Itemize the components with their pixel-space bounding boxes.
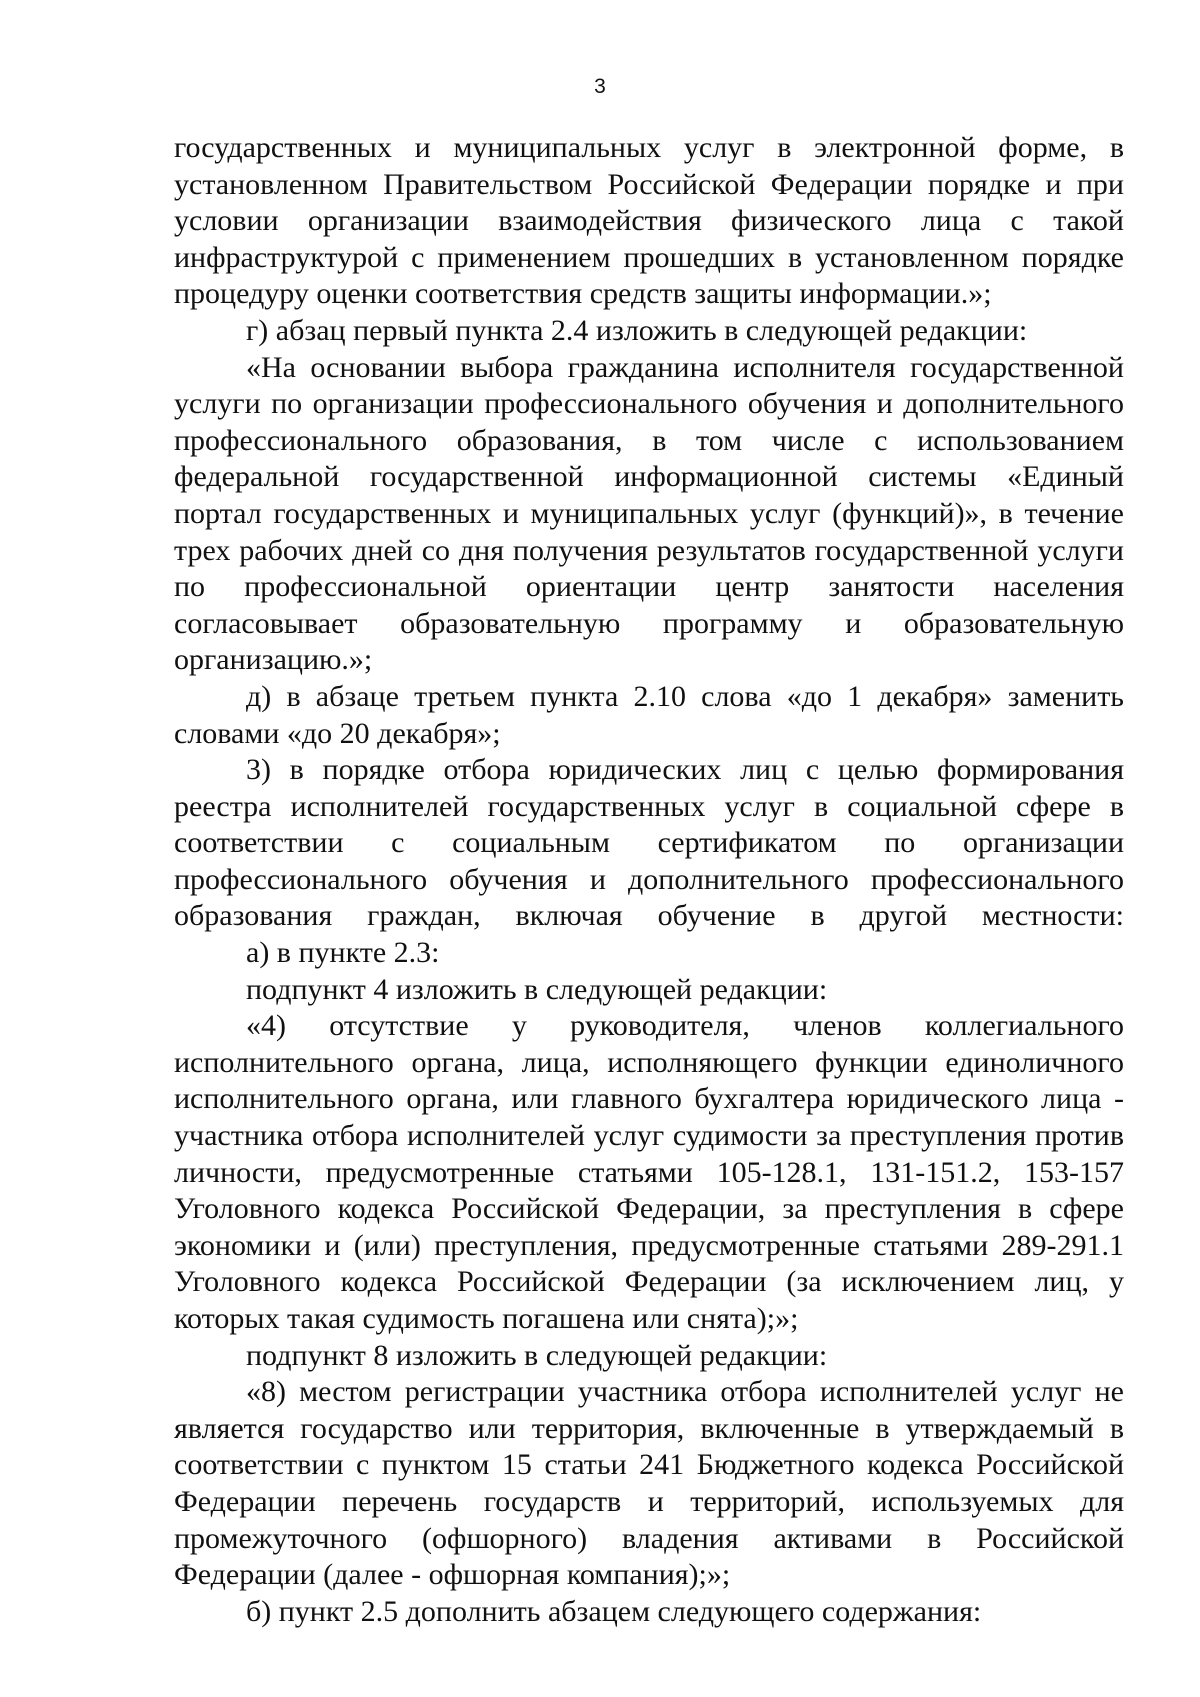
- paragraph-quoted-subitem-4: «4) отсутствие у руководителя, членов коллегиального исполнительного органа, лица, исполняющего функции единоличного исполнительного органа, или главного бухгалтера юридического лица - участника отбора исполнителей услуг судимости за преступления против личности, предусмотренные статьями 105-128.1, 131-151.2, 153-157 Уголовного кодекса Российской Федерации, за преступления в сфере экономики и (или) преступления, предусмотренные статьями 289-291.1 Уголовного кодекса Российской Федерации (за исключением лиц, у которых такая судимость погашена или снята);»;: [174, 1009, 1124, 1335]
- paragraph-quoted-subitem-8: «8) местом регистрации участника отбора исполнителей услуг не является государство или территория, включенные в утверждаемый в соответствии с пунктом 15 статьи 241 Бюджетного кодекса Российской Федерации перечень государств и территорий, используемых для промежуточного (офшорного) владения активами в Российской Федерации (далее - офшорная компания);»;: [174, 1375, 1124, 1592]
- paragraph-subitem-4-intro: подпункт 4 изложить в следующей редакции:: [246, 972, 828, 1006]
- paragraph-item-a: а) в пункте 2.3:: [246, 936, 440, 970]
- paragraph-subitem-8-intro: подпункт 8 изложить в следующей редакции:: [246, 1338, 828, 1372]
- page-number: 3: [594, 75, 606, 98]
- paragraph-item-3: 3) в порядке отбора юридических лиц с целью формирования реестра исполнителей государственных услуг в социальной сфере в соответствии с социальным сертификатом по организации профессионального обучения и дополнительного профессионального образования граждан, включая обучение в другой местности:: [174, 753, 1124, 933]
- paragraph-item-b: б) пункт 2.5 дополнить абзацем следующего содержания:: [246, 1594, 982, 1628]
- paragraph-item-d: д) в абзаце третьем пункта 2.10 слова «до 1 декабря» заменить словами «до 20 декабря»;: [174, 679, 1124, 750]
- paragraph-quoted-item-g: «На основании выбора гражданина исполнителя государственной услуги по организации профессионального обучения и дополнительного профессионального образования, в том числе с использованием федеральной государственной информационной системы «Единый портал государственных и муниципальных услуг (функций)», в течение трех рабочих дней со дня получения результатов государственной услуги по профессиональной ориентации центр занятости населения согласовывает образовательную программу и образовательную организацию.»;: [174, 350, 1124, 677]
- paragraph-item-g: г) абзац первый пункта 2.4 изложить в следующей редакции:: [246, 313, 1028, 347]
- document-body: [174, 130, 1124, 1630]
- paragraph-continuation: государственных и муниципальных услуг в электронной форме, в установленном Правительством Российской Федерации порядке и при условии организации взаимодействия физического лица с такой инфраструктурой с применением прошедших в установленном порядке процедуру оценки соответствия средств защиты информации.»;: [174, 131, 1124, 311]
